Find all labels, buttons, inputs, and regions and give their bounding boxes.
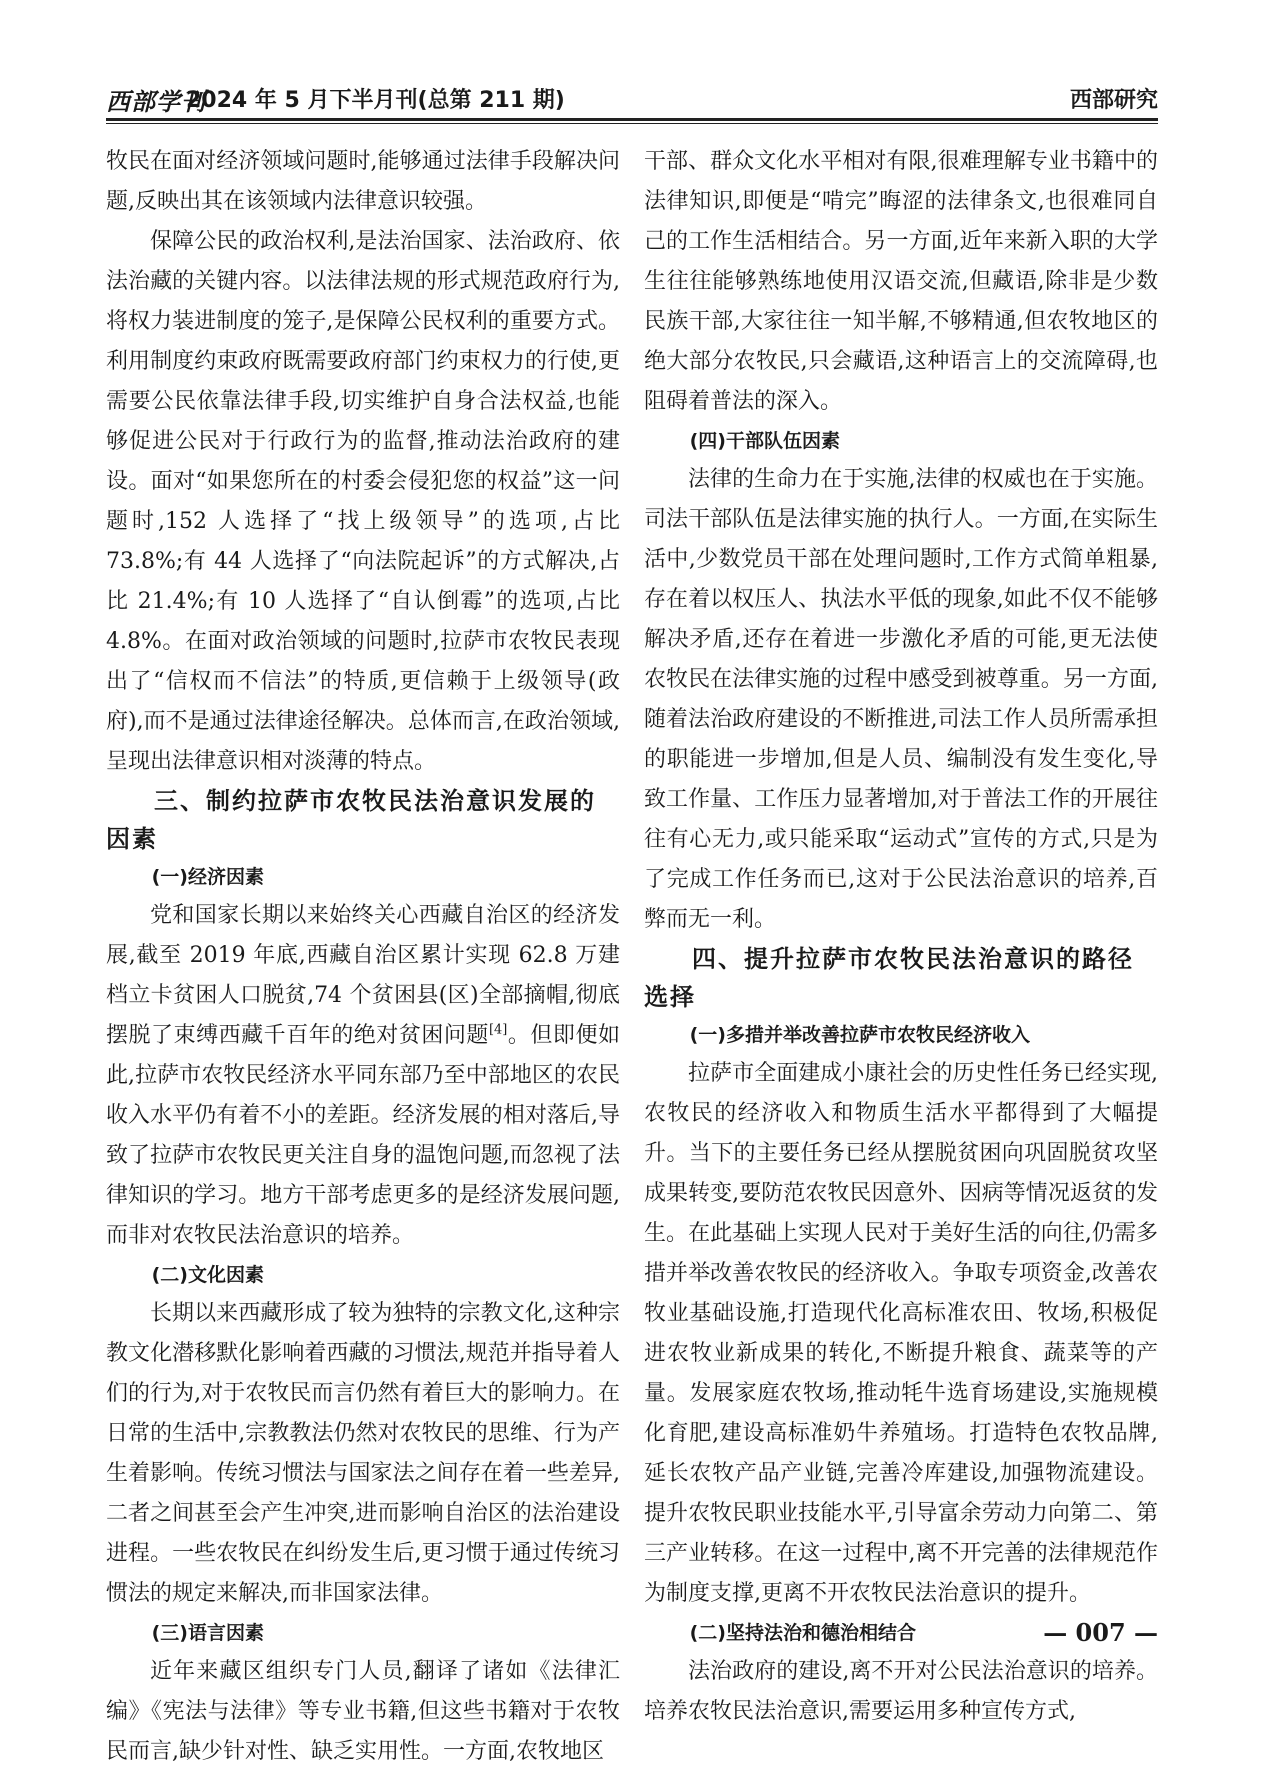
paragraph: 保障公民的政治权利,是法治国家、法治政府、依法治藏的关键内容。以法律法规的形式规范政府行为,将权力装进制度的笼子,是保障公民权利的重要方式。利用制度约束政府既需要政府部门约束权力的行使,更需要公民依靠法律手段,切实维护自身合法权益,也能够促进公民对于行政行为的监督,推动法治政府的建设。面对“如果您所在的村委会侵犯您的权益”这一问题时,152 人选择了“找上级领导”的选项,占比 73.8%;有 44 人选择了“向法院起诉”的方式解决,占比 21.4%;有 10 人选择了“自认倒霉”的选项,占比 4.8%。在面对政治领域的问题时,拉萨市农牧民表现出了“信权而不信法”的特质,更信赖于上级领导(政府),而不是通过法律途径解决。总体而言,在政治领域,呈现出法律意识相对淡薄的特点。 bbox=[106, 229, 620, 774]
paragraph: 法律的生命力在于实施,法律的权威也在于实施。司法干部队伍是法律实施的执行人。一方面,在实际生活中,少数党员干部在处理问题时,工作方式简单粗暴,存在着以权压人、执法水平低的现象,如此不仅不能够解决矛盾,还存在着进一步激化矛盾的可能,更无法使农牧民在法律实施的过程中感受到被尊重。另一方面,随着法治政府建设的不断推进,司法工作人员所需承担的职能进一步增加,但是人员、编制没有发生变化,导致工作量、工作压力显著增加,对于普法工作的开展往往有心无力,或只能采取“运动式”宣传的方式,只是为了完成工作任务而已,这对于公民法治意识的培养,百弊而无一利。 bbox=[644, 467, 1158, 932]
subsection-heading: (四)干部队伍因素 bbox=[689, 430, 840, 452]
subsection-heading: (三)语言因素 bbox=[151, 1622, 264, 1644]
page-header bbox=[106, 82, 1158, 118]
citation-ref: [4] bbox=[488, 1022, 508, 1038]
paragraph: 长期以来西藏形成了较为独特的宗教文化,这种宗教文化潜移默化影响着西藏的习惯法,规范并指导着人们的行为,对于农牧民而言仍然有着巨大的影响力。在日常的生活中,宗教教法仍然对农牧民的思维、行为产生着影响。传统习惯法与国家法之间存在着一些差异,二者之间甚至会产生冲突,进而影响自治区的法治建设进程。一些农牧民在纠纷发生后,更习惯于通过传统习惯法的规定来解决,而非国家法律。 bbox=[106, 1301, 620, 1606]
issue-info: 2024 年 5 月下半月刊(总第 211 期) bbox=[186, 88, 565, 113]
section-title: 西部研究 bbox=[1069, 88, 1158, 113]
subsection-heading: (二)坚持法治和德治相结合 bbox=[689, 1622, 916, 1644]
subsection-heading: (一)多措并举改善拉萨市农牧民经济收入 bbox=[689, 1024, 1030, 1046]
subsection-heading: (一)经济因素 bbox=[151, 866, 264, 888]
paragraph bbox=[106, 896, 620, 1256]
right-column bbox=[644, 142, 1158, 1732]
paragraph: 法治政府的建设,离不开对公民法治意识的培养。培养农牧民法治意识,需要运用多种宣传方式, bbox=[644, 1659, 1158, 1724]
subsection-heading: (二)文化因素 bbox=[151, 1264, 264, 1286]
paragraph: 拉萨市全面建成小康社会的历史性任务已经实现,农牧民的经济收入和物质生活水平都得到了大幅提升。当下的主要任务已经从摆脱贫困向巩固脱贫攻坚成果转变,要防范农牧民因意外、因病等情况返贫的发生。在此基础上实现人民对于美好生活的向往,仍需多措并举改善农牧民的经济收入。争取专项资金,改善农牧业基础设施,打造现代化高标准农田、牧场,积极促进农牧业新成果的转化,不断提升粮食、蔬菜等的产量。发展家庭农牧场,推动牦牛选育场建设,实施规模化育肥,建设高标准奶牛养殖场。打造特色农牧品牌,延长农牧产品产业链,完善冷库建设,加强物流建设。提升农牧民职业技能水平,引导富余劳动力向第二、第三产业转移。在这一过程中,离不开完善的法律规范作为制度支撑,更离不开农牧民法治意识的提升。 bbox=[644, 1061, 1158, 1606]
left-column bbox=[106, 142, 620, 1772]
header-rule bbox=[106, 118, 1158, 121]
section-heading: 四、提升拉萨市农牧民法治意识的路径选择 bbox=[644, 945, 1134, 1011]
section-heading: 三、制约拉萨市农牧民法治意识发展的因素 bbox=[106, 787, 596, 853]
page-number: — 007 — bbox=[1043, 1618, 1158, 1647]
journal-logo: 西部学刊 bbox=[106, 87, 206, 116]
paragraph: 干部、群众文化水平相对有限,很难理解专业书籍中的法律知识,即便是“啃完”晦涩的法律条文,也很难同自己的工作生活相结合。另一方面,近年来新入职的大学生往往能够熟练地使用汉语交流,但藏语,除非是少数民族干部,大家往往一知半解,不够精通,但农牧地区的绝大部分农牧民,只会藏语,这种语言上的交流障碍,也阻碍着普法的深入。 bbox=[644, 149, 1158, 414]
paragraph-text: 。但即便如此,拉萨市农牧民经济水平同东部乃至中部地区的农民收入水平仍有着不小的差距。经济发展的相对落后,导致了拉萨市农牧民更关注自身的温饱问题,而忽视了法律知识的学习。地方干部考虑更多的是经济发展问题,而非对农牧民法治意识的培养。 bbox=[106, 1023, 620, 1248]
header-rule-thin bbox=[106, 123, 1158, 124]
paragraph-text: 党和国家长期以来始终关心西藏自治区的经济发展,截至 2019 年底,西藏自治区累计实现 62.8 万建档立卡贫困人口脱贫,74 个贫困县(区)全部摘帽,彻底摆脱了束缚西藏千百年的绝对贫困问题 bbox=[106, 903, 620, 1048]
paragraph: 牧民在面对经济领域问题时,能够通过法律手段解决问题,反映出其在该领域内法律意识较强。 bbox=[106, 149, 620, 214]
paragraph: 近年来藏区组织专门人员,翻译了诸如《法律汇编》《宪法与法律》等专业书籍,但这些书籍对于农牧民而言,缺少针对性、缺乏实用性。一方面,农牧地区 bbox=[106, 1659, 620, 1764]
